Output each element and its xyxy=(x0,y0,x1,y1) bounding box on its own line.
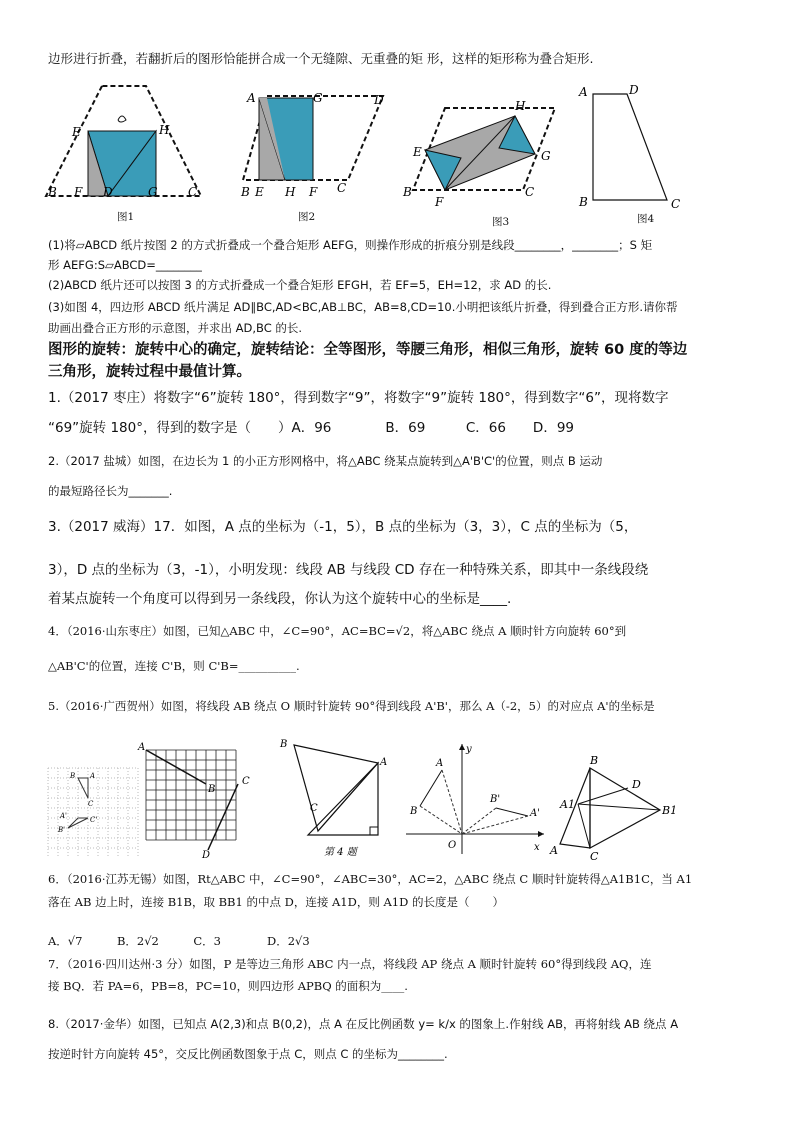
figure-1 xyxy=(46,84,206,204)
intro-line: 边形进行折叠，若翻折后的图形恰能拼合成一个无缝隙、无重叠的矩 形，这样的矩形称为叠合矩形. xyxy=(48,51,594,66)
fig2-label: G xyxy=(313,91,323,105)
fig2-label: E xyxy=(255,185,264,199)
grid-fig-label: B' xyxy=(58,826,66,834)
fig1-label: G xyxy=(148,185,158,199)
q4-fig-label: A xyxy=(380,757,388,768)
fold-part3-line2: 助画出叠合正方形的示意图，并求出 AD,BC 的长. xyxy=(48,321,303,335)
q3-line1: 3.（2017 威海）17．如图，A 点的坐标为（-1，5），B 点的坐标为（3，3），C 点的坐标为（5， xyxy=(48,519,638,535)
fig1-label: C xyxy=(188,185,198,199)
q8-line1: 8.（2017·金华）如图，已知点 A(2,3)和点 B(0,2)，点 A 在反比例函数 y= k/x 的图象上.作射线 AB，再将射线 AB 绕点 A xyxy=(48,1017,679,1031)
fig4-label: C xyxy=(671,197,681,211)
fig4-label: D xyxy=(629,83,639,97)
figure-q6 xyxy=(550,752,690,862)
q4-fig-label: B xyxy=(280,739,288,750)
q6-fig-label: A1 xyxy=(560,798,575,811)
grid-label: B xyxy=(208,784,216,795)
fig1-label: B xyxy=(48,185,57,199)
grid-fig-label: A' xyxy=(60,812,67,820)
grid-label: A xyxy=(138,742,146,753)
caption-fig3: 图3 xyxy=(492,216,510,228)
q6-fig-label: B xyxy=(590,754,599,767)
q2-line1: 2.（2017 盐城）如图，在边长为 1 的小正方形网格中，将△ABC 绕某点旋转到△A'B'C'的位置，则点 B 运动 xyxy=(48,454,603,468)
q6-fig-label: C xyxy=(590,850,599,863)
figure-q4 xyxy=(276,735,391,860)
q4-fig-caption: 第 4 题 xyxy=(324,847,357,858)
q1-line1: 1.（2017 枣庄）将数字“6”旋转 180°，得到数字“9”，将数字“9”旋转 180°，得到数字“6”，现将数字 xyxy=(48,390,669,406)
fig3-label: C xyxy=(525,185,535,199)
q2-line2: 的最短路径长为_______. xyxy=(48,484,173,498)
figure-grid xyxy=(138,740,268,860)
q7-line2: 接 BQ．若 PA=6，PB=8，PC=10，则四边形 APBQ 的面积为____. xyxy=(48,979,408,993)
fig1-label: F xyxy=(74,185,83,199)
coord-label: y xyxy=(466,744,472,755)
caption-fig4: 图4 xyxy=(637,213,655,225)
grid-fig-label: C xyxy=(88,800,94,808)
q6-fig-label: B1 xyxy=(662,804,678,817)
q7-line1: 7．（2016·四川达州·3 分）如图，P 是等边三角形 ABC 内一点，将线段 AP 绕点 A 顺时针旋转 60°得到线段 AQ，连 xyxy=(48,957,652,971)
fig1-label: D xyxy=(103,185,113,199)
coord-label: B xyxy=(410,806,418,817)
q1-line2: “69”旋转 180°，得到的数字是（ ）A．96 B．69 C．66 D．99 xyxy=(48,420,575,436)
q6-options: A．√7 B．2√2 C．3 D．2√3 xyxy=(48,934,310,948)
q6-line1: 6．（2016·江苏无锡）如图，Rt△ABC 中，∠C=90°，∠ABC=30°，AC=2，△ABC 绕点 C 顺时针旋转得△A1B1C，当 A1 xyxy=(48,872,693,886)
coord-label: A xyxy=(436,758,444,769)
coord-label: B' xyxy=(490,794,501,805)
fold-part3-line1: (3)如图 4，四边形 ABCD 纸片满足 AD∥BC,AD<BC,AB⊥BC，AB=8,CD=10.小明把该纸片折叠，得到叠合正方形.请你帮 xyxy=(48,300,678,314)
q6-fig-label: D xyxy=(632,778,641,791)
q8-line2: 按逆时针方向旋转 45°，交反比例函数图象于点 C，则点 C 的坐标为________. xyxy=(48,1047,448,1061)
q6-line2: 落在 AB 边上时，连接 B1B，取 BB1 的中点 D，连接 A1D，则 A1D 的长度是（ ） xyxy=(48,895,504,909)
fig3-label: E xyxy=(413,145,422,159)
grid-label: C xyxy=(242,776,250,787)
grid-fig-label: B xyxy=(70,772,76,780)
grid-fig-label: C' xyxy=(90,816,98,824)
coord-label: x xyxy=(534,842,540,853)
q4-line2: △AB'C'的位置，连接 C'B，则 C'B=__________. xyxy=(48,659,300,673)
fig2-label: C xyxy=(337,181,347,195)
fig3-label: B xyxy=(403,185,412,199)
grid-fig-label: A xyxy=(90,772,96,780)
q6-fig-label: A xyxy=(550,844,558,857)
fold-part2: (2)ABCD 纸片还可以按图 3 的方式折叠成一个叠合矩形 EFGH，若 EF=5，EH=12，求 AD 的长. xyxy=(48,278,552,292)
coord-label: A' xyxy=(530,808,540,819)
q3-line2: 3），D 点的坐标为（3，-1），小明发现：线段 AB 与线段 CD 存在一种特殊关系，即其中一条线段绕 xyxy=(48,562,649,578)
fig4-label: A xyxy=(579,85,588,99)
fig3-label: F xyxy=(435,195,444,209)
figure-3 xyxy=(405,98,565,218)
q4-fig-label: C xyxy=(310,803,318,814)
fig2-label: A xyxy=(247,91,256,105)
q5-line: 5.（2016·广西贺州）如图，将线段 AB 绕点 O 顺时针旋转 90°得到线段 A'B'，那么 A（-2，5）的对应点 A'的坐标是 xyxy=(48,699,655,713)
grid-label: D xyxy=(202,850,211,861)
fig1-label: E xyxy=(72,125,81,139)
fig2-label: H xyxy=(285,185,296,199)
figure-dotted-grid xyxy=(48,768,140,858)
q4-line1: 4．（2016·山东枣庄）如图，已知△ABC 中，∠C=90°，AC=BC=√2，将△ABC 绕点 A 顺时针方向旋转 60°到 xyxy=(48,624,627,638)
section-heading-line1: 图形的旋转：旋转中心的确定，旋转结论：全等图形，等腰三角形，相似三角形，旋转 60 度的等边 xyxy=(48,342,688,358)
fig1-label: H xyxy=(159,123,170,137)
fig2-label: B xyxy=(241,185,250,199)
caption-fig1: 图1 xyxy=(117,211,135,223)
coord-label: O xyxy=(448,840,457,851)
fig2-label: D xyxy=(374,93,384,107)
caption-fig2: 图2 xyxy=(298,211,316,223)
fig3-label: G xyxy=(541,149,551,163)
figure-q5-coords xyxy=(400,742,550,857)
figure-2 xyxy=(243,90,403,210)
fold-part1-line2: 形 AEFG:S▱ABCD=________ xyxy=(48,258,202,272)
q3-line3: 着某点旋转一个角度可以得到另一条线段，你认为这个旋转中心的坐标是____. xyxy=(48,591,512,607)
fig3-label: H xyxy=(515,99,526,113)
fig2-label: F xyxy=(309,185,318,199)
section-heading-line2: 三角形，旋转过程中最值计算。 xyxy=(48,364,251,380)
fig4-label: B xyxy=(579,195,588,209)
figure-4 xyxy=(575,82,695,212)
fold-part1-line1: (1)将▱ABCD 纸片按图 2 的方式折叠成一个叠合矩形 AEFG，则操作形成的折痕分别是线段________，________；S 矩 xyxy=(48,238,653,252)
